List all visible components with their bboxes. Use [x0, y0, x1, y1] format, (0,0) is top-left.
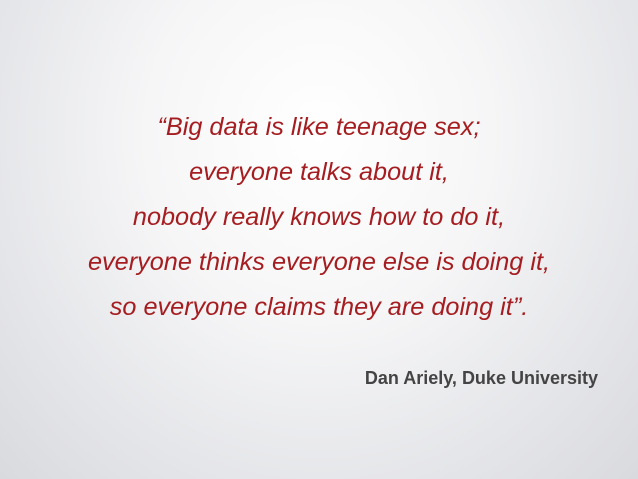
quote-block	[0, 104, 638, 329]
quote-line-5: so everyone claims they are doing it”.	[109, 291, 529, 321]
quote-line-1: “Big data is like teenage sex;	[157, 111, 481, 141]
quote-attribution: Dan Ariely, Duke University	[364, 368, 598, 388]
quote-line-3: nobody really knows how to do it,	[132, 201, 506, 231]
quote-line-4: everyone thinks everyone else is doing it,	[87, 246, 551, 276]
quote-line-2: everyone talks about it,	[189, 156, 449, 186]
